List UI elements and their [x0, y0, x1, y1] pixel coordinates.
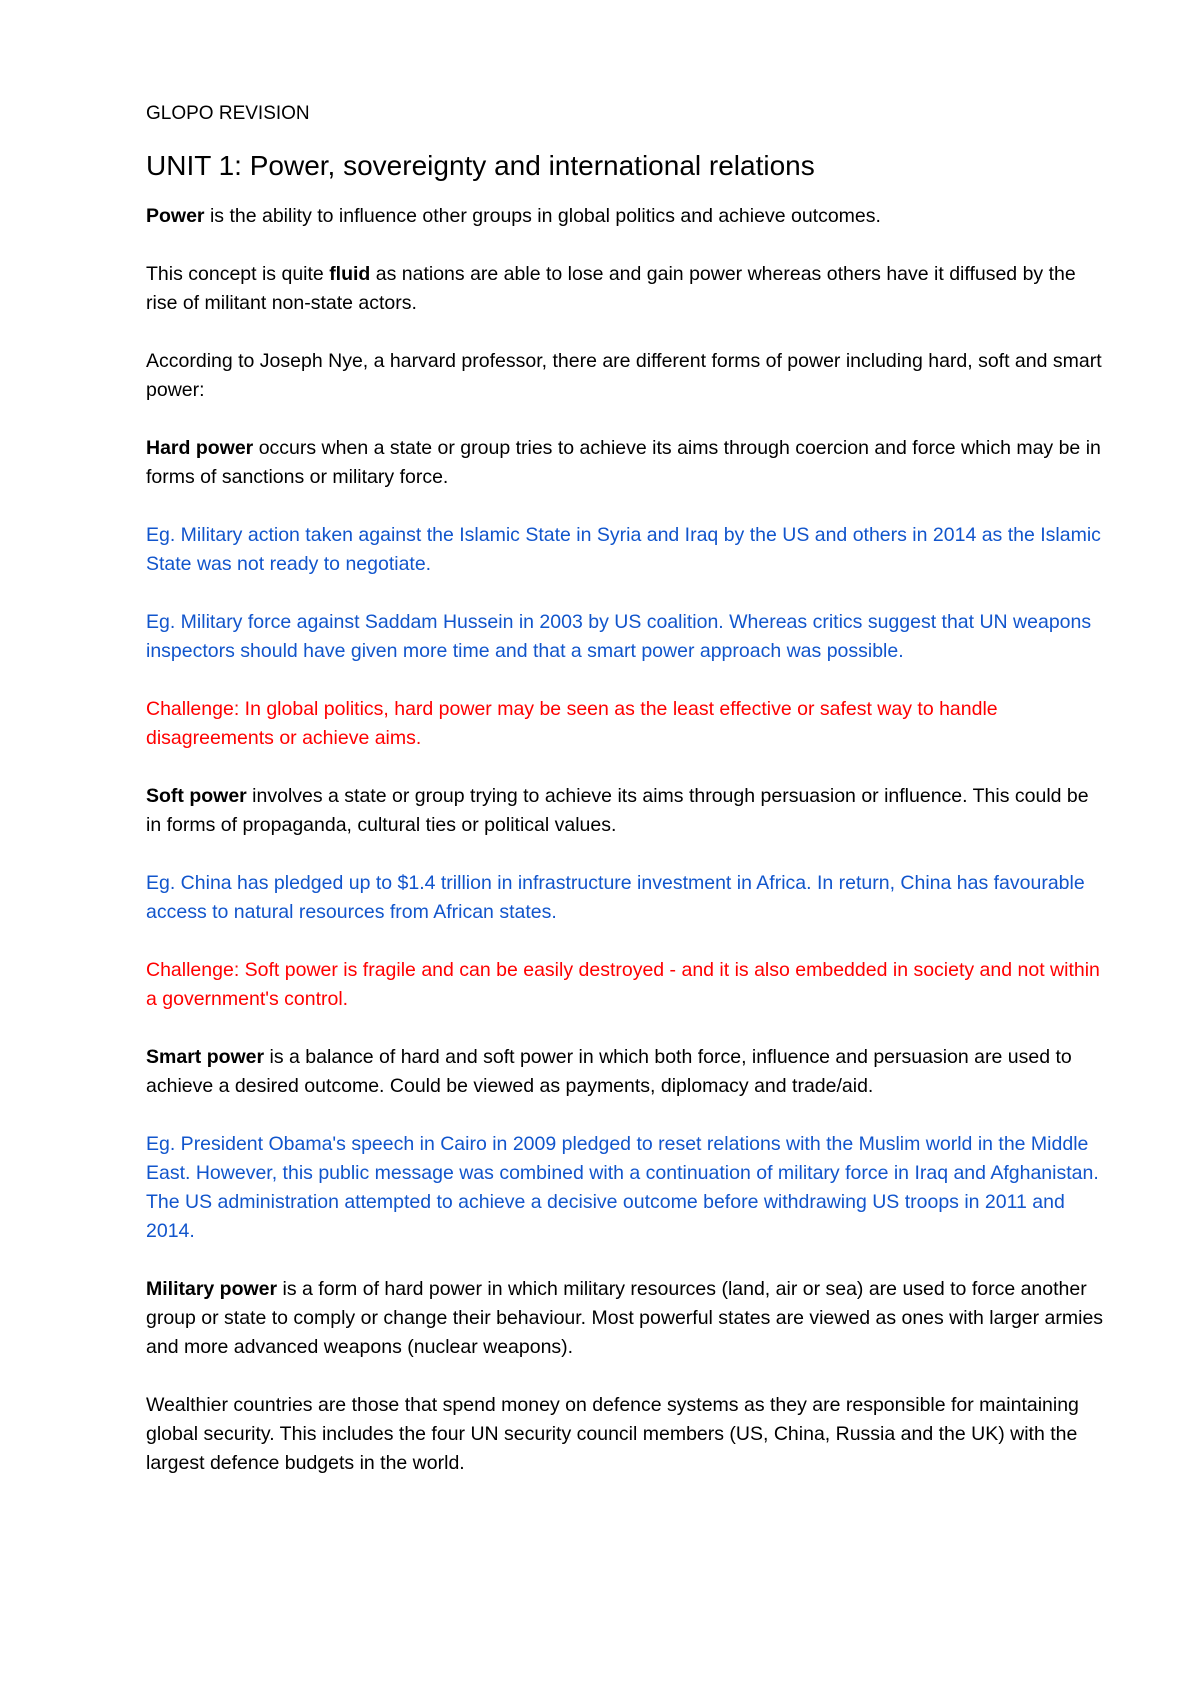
term-military-power: Military power [146, 1278, 278, 1300]
definition-soft-power [146, 782, 1106, 840]
definition-hard-power [146, 434, 1106, 492]
challenge-soft-power: Challenge: Soft power is fragile and can be easily destroyed - and it is also embedded in society and not within a government's control. [146, 959, 1100, 1010]
term-power: Power [146, 205, 205, 227]
term-smart-power: Smart power [146, 1046, 265, 1068]
fluid-after-text: as nations are able to lose and gain power whereas others have it diffused by the rise of militant non-state actors. [146, 263, 1076, 314]
document-label: GLOPO REVISION [146, 103, 310, 124]
definition-smart-power [146, 1043, 1106, 1101]
term-fluid: fluid [329, 263, 371, 285]
unit-title: UNIT 1: Power, sovereignty and international relations [146, 150, 815, 181]
fluid-before-text: This concept is quite [146, 263, 330, 285]
paragraph-joseph-nye: According to Joseph Nye, a harvard professor, there are different forms of power including hard, soft and smart power: [146, 350, 1102, 401]
example-obama-cairo: Eg. President Obama's speech in Cairo in 2009 pledged to reset relations with the Muslim world in the Middle East. However, this public message was combined with a continuation of military force in Iraq and Afghanistan. The US administration attempted to achieve a decisive outcome before withdrawing US troops in 2011 and 2014. [146, 1133, 1099, 1242]
example-islamic-state: Eg. Military action taken against the Islamic State in Syria and Iraq by the US and others in 2014 as the Islamic State was not ready to negotiate. [146, 524, 1101, 575]
term-hard-power: Hard power [146, 437, 254, 459]
definition-power-text: is the ability to influence other groups in global politics and achieve outcomes. [204, 205, 881, 227]
definition-military-power [146, 1275, 1106, 1362]
definition-military-power-text: is a form of hard power in which military resources (land, air or sea) are used to force another group or state to comply or change their behaviour. Most powerful states are viewed as ones with larger armies and more advanced weapons (nuclear weapons). [146, 1278, 1104, 1358]
definition-smart-power-text: is a balance of hard and soft power in which both force, influence and persuasion are used to achieve a desired outcome. Could be viewed as payments, diplomacy and trade/aid. [146, 1046, 1072, 1097]
definition-soft-power-text: involves a state or group trying to achieve its aims through persuasion or influence. This could be in forms of propaganda, cultural ties or political values. [146, 785, 1089, 836]
example-china-africa: Eg. China has pledged up to $1.4 trillion in infrastructure investment in Africa. In return, China has favourable access to natural resources from African states. [146, 872, 1085, 923]
term-soft-power: Soft power [146, 785, 247, 807]
example-saddam-hussein: Eg. Military force against Saddam Hussein in 2003 by US coalition. Whereas critics suggest that UN weapons inspectors should have given more time and that a smart power approach was possible. [146, 611, 1092, 662]
challenge-hard-power: Challenge: In global politics, hard power may be seen as the least effective or safest way to handle disagreements or achieve aims. [146, 698, 998, 749]
definition-hard-power-text: occurs when a state or group tries to achieve its aims through coercion and force which may be in forms of sanctions or military force. [146, 437, 1101, 488]
paragraph-wealthier-countries: Wealthier countries are those that spend money on defence systems as they are responsible for maintaining global security. This includes the four UN security council members (US, China, Russia and the UK) with the largest defence budgets in the world. [146, 1394, 1079, 1474]
definition-power [146, 202, 1106, 231]
paragraph-fluid-concept [146, 260, 1106, 318]
document-page [146, 100, 1106, 1507]
